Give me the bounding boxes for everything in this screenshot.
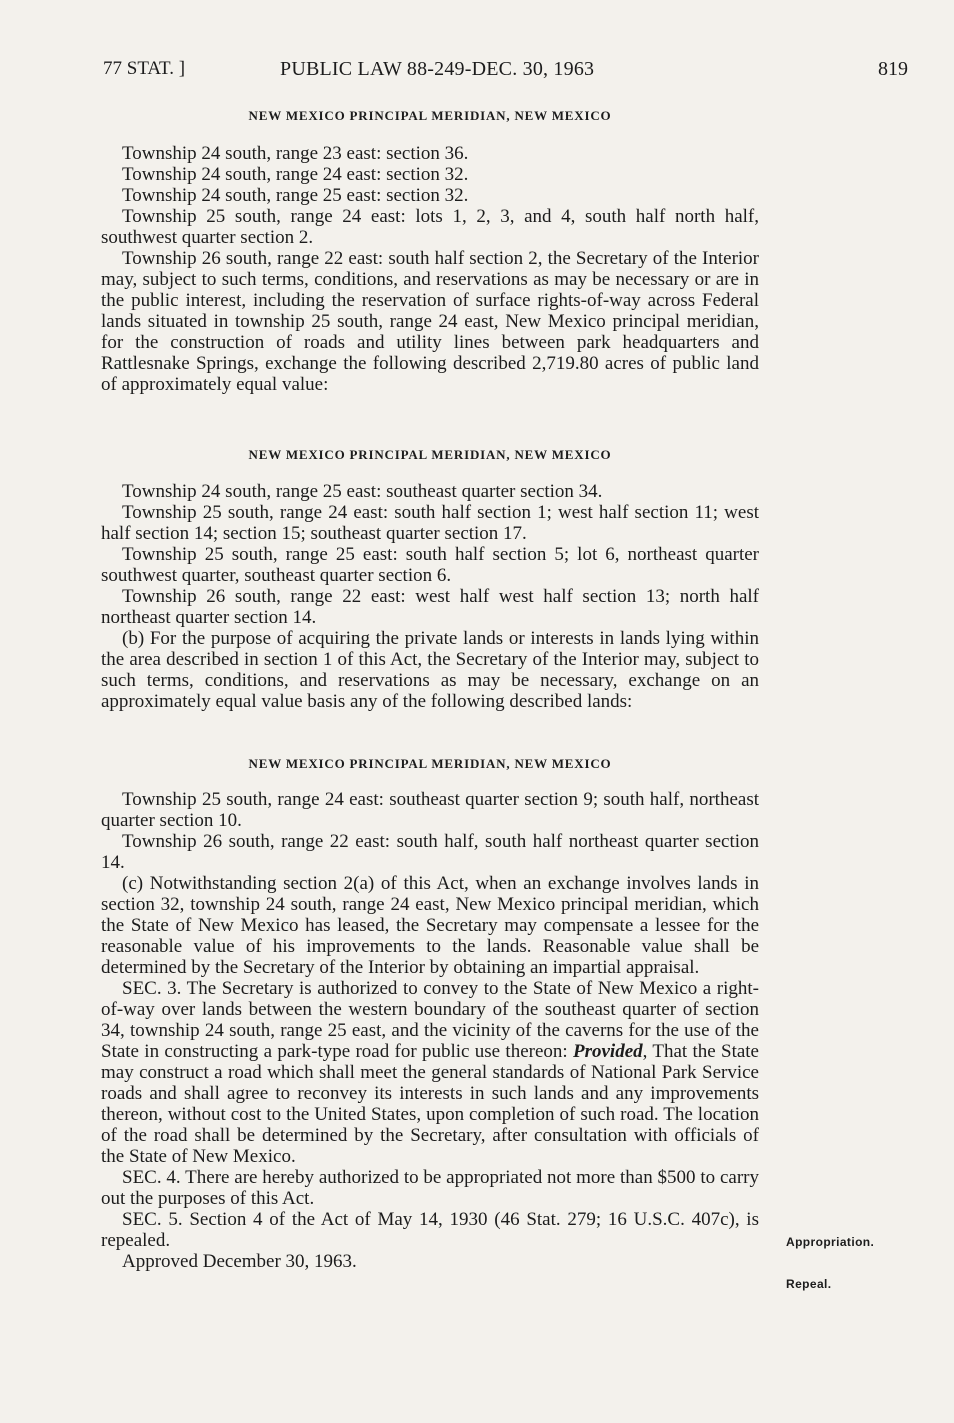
public-law-title: PUBLIC LAW 88-249-DEC. 30, 1963 bbox=[280, 58, 595, 80]
approval-date: Approved December 30, 1963. bbox=[122, 1251, 357, 1272]
section-4: SEC. 4. There are hereby authorized to be appropriated not more than $500 to carry out the purposes of this Act. bbox=[101, 1167, 759, 1209]
land-item: Township 24 south, range 25 east: section 32. bbox=[122, 185, 469, 206]
section-3: SEC. 3. The Secretary is authorized to convey to the State of New Mexico a right-of-way over lands between the western boundary of the southeast quarter of section 34, township 24 south, range 25 east, and the vicinity of the caverns for the use of the State in constructing a park-type road for public use thereon: Provided, That the State may construct a road which shall meet the general standards of National Park Service roads and shall agree to reconvey its interests in such lands and any improvements thereon, without cost to the United States, upon completion of such road. The location of the road shall be determined by the Secretary, after consultation with officials of the State of New Mexico. bbox=[101, 978, 759, 1167]
section-4-label: SEC. 4. bbox=[122, 1167, 181, 1188]
page-header bbox=[103, 58, 908, 86]
land-item: Township 25 south, range 24 east: southeast quarter section 9; south half, northeast quarter section 10. bbox=[101, 789, 759, 831]
page-number: 819 bbox=[878, 58, 908, 80]
section-heading-3: NEW MEXICO PRINCIPAL MERIDIAN, NEW MEXICO bbox=[248, 756, 612, 771]
paragraph-c: (c) Notwithstanding section 2(a) of this Act, when an exchange involves lands in section 32, township 24 south, range 24 east, New Mexico principal meridian, which the State of New Mexico has leased, the Secretary may compensate a lessee for the reasonable value of his improvements to the lands. Reasonable value shall be determined by the Secretary of the Interior by obtaining an impartial appraisal. bbox=[101, 873, 759, 978]
statute-volume: 77 STAT. ] bbox=[103, 58, 186, 79]
section-5: SEC. 5. Section 4 of the Act of May 14, 1930 (46 Stat. 279; 16 U.S.C. 407c), is repealed. bbox=[101, 1209, 759, 1251]
land-item: Township 25 south, range 25 east: south half section 5; lot 6, northeast quarter southwest quarter, southeast quarter section 6. bbox=[101, 544, 759, 586]
land-item: Township 26 south, range 22 east: south half section 2, the Secretary of the Interior may, subject to such terms, conditions, and reservations as may be necessary or are in the public interest, including the reservation of surface rights-of-way across Federal lands situated in township 25 south, range 24 east, New Mexico principal meridian, for the construction of roads and utility lines between park headquarters and Rattlesnake Springs, exchange the following described 2,719.80 acres of public land of approximately equal value: bbox=[101, 248, 759, 395]
land-item: Township 25 south, range 24 east: south half section 1; west half section 11; west half section 14; section 15; southeast quarter section 17. bbox=[101, 502, 759, 544]
land-item: Township 26 south, range 22 east: west half west half section 13; north half northeast quarter section 14. bbox=[101, 586, 759, 628]
section-heading-1: NEW MEXICO PRINCIPAL MERIDIAN, NEW MEXICO bbox=[248, 108, 612, 123]
land-item: Township 24 south, range 23 east: section 36. bbox=[122, 143, 469, 164]
paragraph-b: (b) For the purpose of acquiring the private lands or interests in lands lying within the area described in section 1 of this Act, the Secretary of the Interior may, subject to such terms, conditions, and reservations as may be necessary, exchange on an approximately equal value basis any of the following described lands: bbox=[101, 628, 759, 712]
margin-note-appropriation: Appropriation. bbox=[786, 1235, 875, 1249]
land-list-1 bbox=[101, 143, 759, 395]
land-item: Township 25 south, range 24 east: lots 1, 2, 3, and 4, south half north half, southwest quarter section 2. bbox=[101, 206, 759, 248]
provided-term: Provided bbox=[572, 1041, 643, 1062]
land-list-3 bbox=[101, 789, 759, 1272]
land-item: Township 26 south, range 22 east: south half, south half northeast quarter section 14. bbox=[101, 831, 759, 873]
margin-note-repeal: Repeal. bbox=[786, 1277, 832, 1291]
land-item: Township 24 south, range 25 east: southeast quarter section 34. bbox=[122, 481, 603, 502]
land-item: Township 24 south, range 24 east: section 32. bbox=[122, 164, 469, 185]
section-5-label: SEC. 5. bbox=[122, 1209, 183, 1230]
section-3-label: SEC. 3. bbox=[122, 978, 182, 999]
section-heading-2: NEW MEXICO PRINCIPAL MERIDIAN, NEW MEXICO bbox=[248, 447, 612, 462]
land-list-2 bbox=[101, 481, 759, 712]
